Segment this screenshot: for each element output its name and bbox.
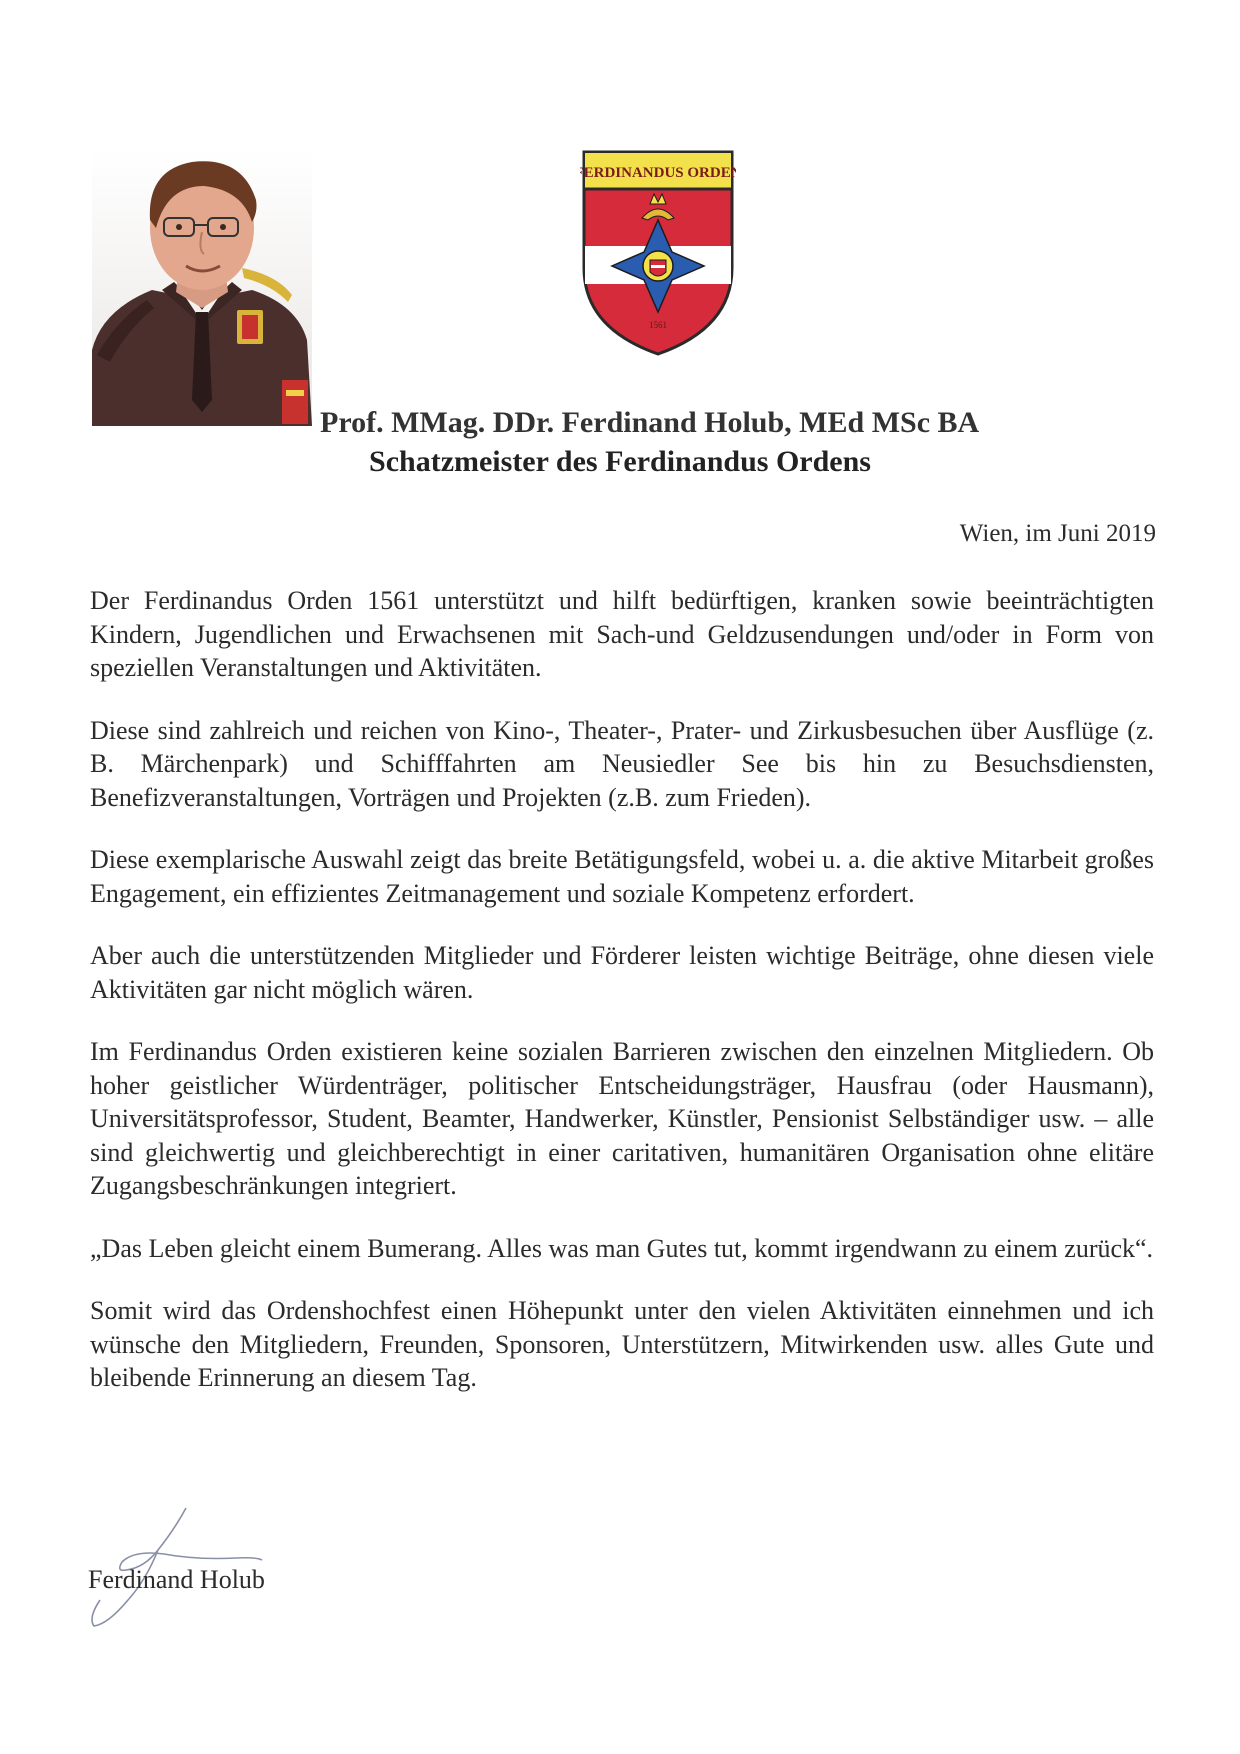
signature-name: Ferdinand Holub [88, 1565, 265, 1594]
paragraph: Somit wird das Ordenshochfest einen Höhepunkt unter den vielen Aktivitäten einnehmen und ich wünsche den Mitgliedern, Freunden, Sponsoren, Unterstützern, Mitwirkenden usw. alles Gute und bleibende Erinnerung an diesem Tag. [90, 1296, 1154, 1392]
paragraph-quote: „Das Leben gleicht einem Bumerang. Alles was man Gutes tut, kommt irgendwann zu einem zurück“. [90, 1233, 1154, 1263]
portrait-photo [92, 150, 312, 426]
paragraph: Diese exemplarische Auswahl zeigt das breite Betätigungsfeld, wobei u. a. die aktive Mitarbeit großes Engagement, ein effizientes Zeitmanagement und soziale Kompetenz erfordert. [90, 845, 1154, 908]
svg-text:FERDINANDUS ORDEN: FERDINANDUS ORDEN [580, 165, 736, 181]
paragraph: Diese sind zahlreich und reichen von Kino-, Theater-, Prater- und Zirkusbesuchen über Ausflüge (z. B. Märchenpark) und Schifffahrten am Neusiedler See bis hin zu Besuchsdiensten, Benefizveranstaltungen, Vorträgen und Projekten (z.B. zum Frieden). [90, 715, 1154, 812]
letter-body [90, 584, 1154, 1424]
svg-text:1561: 1561 [649, 320, 667, 330]
author-title-heading: Schatzmeister des Ferdinandus Ordens [369, 445, 871, 478]
paragraph: Aber auch die unterstützenden Mitglieder und Förderer leisten wichtige Beiträge, ohne diesen viele Aktivitäten gar nicht möglich wären. [90, 941, 1154, 1004]
paragraph: Im Ferdinandus Orden existieren keine sozialen Barrieren zwischen den einzelnen Mitgliedern. Ob hoher geistlicher Würdenträger, politischer Entscheidungsträger, Hausfrau (oder Hausmann), Universitätsprofessor, Student, Beamter, Handwerker, Künstler, Pensionist Selbständiger usw. – alle sind gleichwertig und gleichberechtigt in einer caritativen, humanitären Organisation ohne elitäre Zugangsbeschränkungen integriert. [90, 1037, 1154, 1200]
letter-date: Wien, im Juni 2019 [959, 520, 1156, 547]
order-crest-logo [580, 148, 736, 358]
paragraph: Der Ferdinandus Orden 1561 unterstützt und hilft bedürftigen, kranken sowie beeinträchtigten Kindern, Jugendlichen und Erwachsenen mit Sach-und Geldzusendungen und/oder in Form von speziellen Veranstaltungen und Aktivitäten. [90, 586, 1154, 682]
author-name-heading: Prof. MMag. DDr. Ferdinand Holub, MEd MSc BA [320, 406, 980, 439]
